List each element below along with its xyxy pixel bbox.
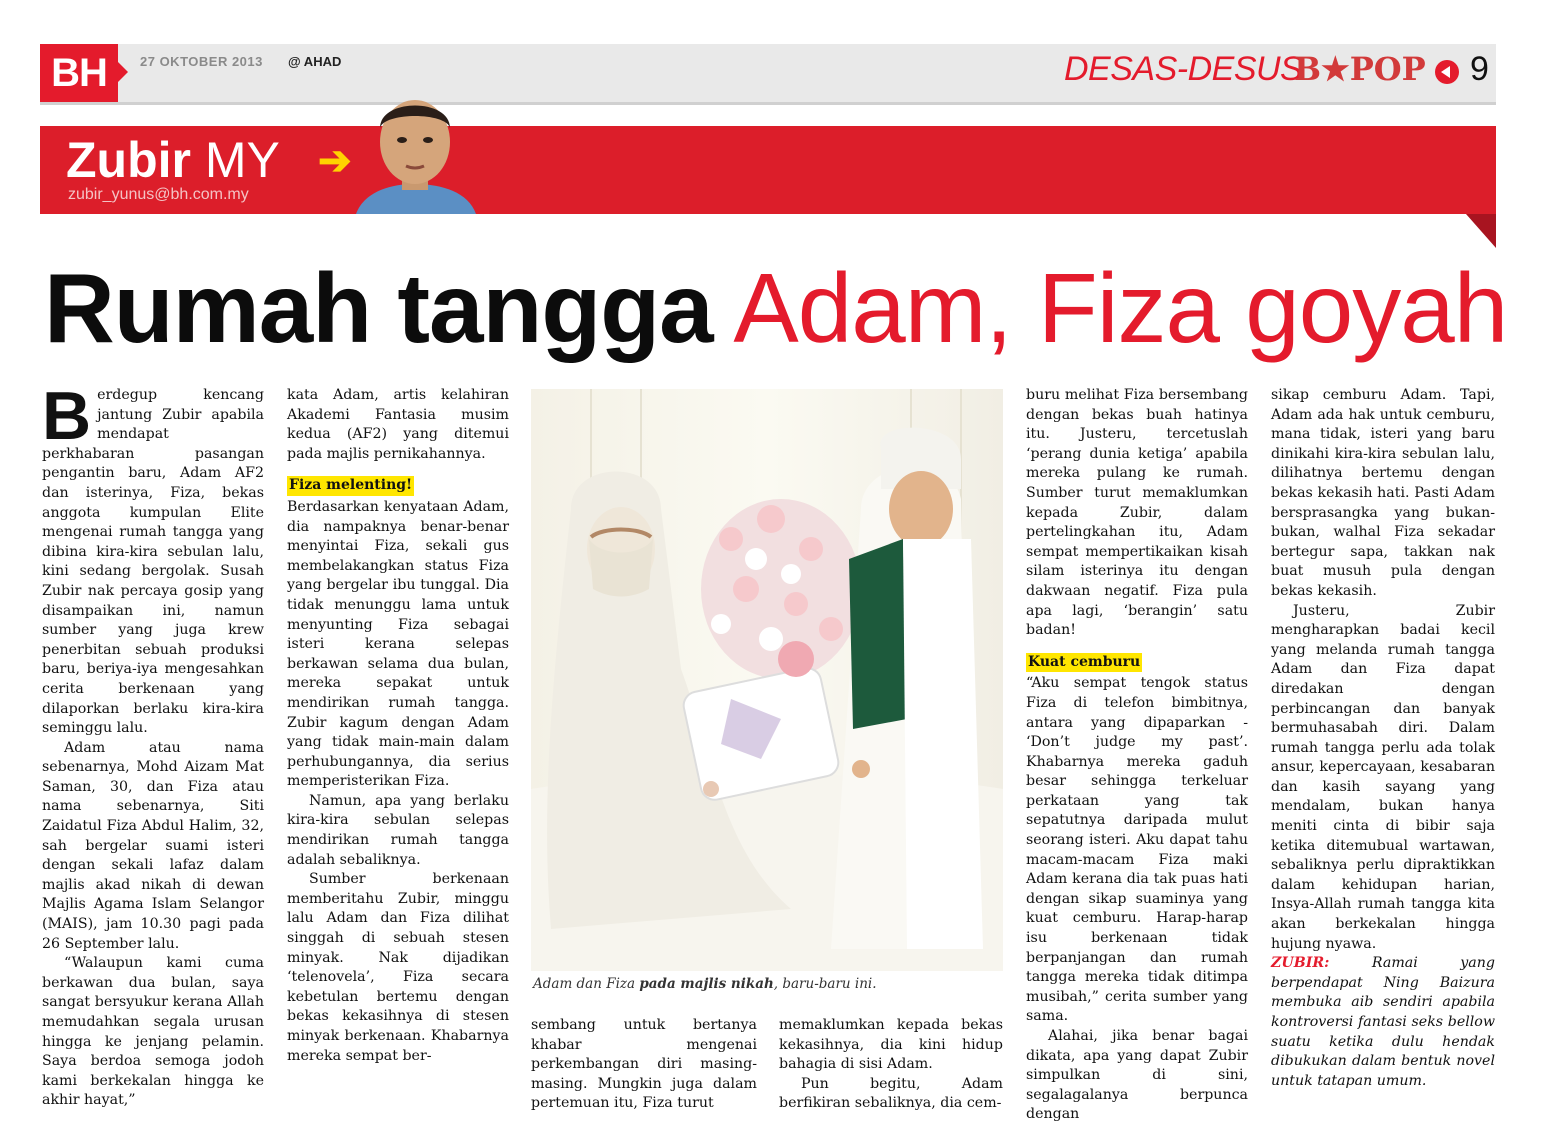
drop-cap: B xyxy=(42,378,92,454)
section-brand: B★POP xyxy=(1294,50,1426,88)
caption-text-end: , baru-baru ini. xyxy=(773,976,877,992)
article-column-2 xyxy=(287,386,509,1066)
columnist-name-bold: Zubir xyxy=(66,132,191,188)
page-number: 9 xyxy=(1470,50,1489,88)
caption-text: Adam dan Fiza xyxy=(533,976,640,992)
columnist-portrait xyxy=(350,88,480,214)
paragraph: erdegup kencang jantung Zubir apabila mendapat perkhabaran pasangan pengantin baru, Adam AF2 dan isterinya, Fiza, bekas anggota kumpulan Elite mengenai rumah tangga yang dibina kira-kira sebulan lalu, kini sedang bergolak. Susah Zubir nak percaya gosip yang disampaikan ini, namun sumber yang juga krew penerbitan sebuah produksi baru, beriya-iya mengesahkan cerita berkenaan yang dilaporkan berlaku kira-kira seminggu lalu. xyxy=(42,387,264,737)
paragraph: Berdasarkan kenyataan Adam, dia nampaknya benar-benar menyintai Fiza, sekali gus membelakangkan status Fiza yang bergelar ibu tunggal. Dia tidak menunggu lama untuk menyunting Fiza sebagai isteri kerana selepas berkawan selama dua bulan, mereka sepakat untuk mendirikan rumah tangga. Zubir kagum dengan Adam yang tidak main-main dalam perhubungannya, dia serius memperisterikan Fiza. xyxy=(287,498,509,790)
issue-date: 27 OKTOBER 2013 xyxy=(140,54,263,69)
paragraph: Alahai, jika benar bagai dikata, apa yang dapat Zubir simpulkan di sini, segalagalanya berpunca dengan xyxy=(1026,1028,1248,1123)
columnist-note xyxy=(1271,954,1495,1091)
subheading: Fiza melenting! xyxy=(287,476,414,496)
paragraph: memaklumkan kepada bekas kekasihnya, dia kini hidup bahagia di sisi Adam. xyxy=(779,1017,1003,1073)
article-column-4 xyxy=(1026,386,1248,1125)
section-title: DESAS-DESUS xyxy=(1064,50,1303,88)
paragraph: Namun, apa yang berlaku kira-kira sebulan selepas mendirikan rumah tangga adalah sebaliknya. xyxy=(287,792,509,868)
photo-caption xyxy=(533,976,877,992)
paragraph: sembang untuk bertanya khabar mengenai perkembangan diri masing-masing. Mungkin juga dalam pertemuan itu, Fiza turut xyxy=(531,1017,757,1112)
columnist-name xyxy=(66,130,280,190)
wedding-photo xyxy=(531,389,1003,971)
paragraph: “Aku sempat tengok status Fiza di telefon bimbitnya, antara yang dipaparkan - ‘Don’t judge my past’. Khabarnya mereka gaduh besar sehingga terkeluar perkataan yang tak sepatutnya daripada mulut seorang isteri. Aku dapat tahu macam-macam Fiza maki Adam kerana dia tak puas hati dengan sikap suaminya yang kuat cemburu. Harap-harap isu berkenaan tidak berpanjangan dan rumah tangga mereka tidak ditimpa musibah,” cerita sumber yang sama. xyxy=(1026,675,1248,1025)
paragraph: kata Adam, artis kelahiran Akademi Fantasia musim kedua (AF2) yang ditemui pada majlis pernikahannya. xyxy=(287,387,509,462)
paragraph: Pun begitu, Adam berfikiran sebaliknya, dia cem- xyxy=(779,1075,1003,1112)
headline-black: Rumah tangga xyxy=(44,253,713,363)
paragraph: Sumber berkenaan memberitahu Zubir, minggu lalu Adam dan Fiza dilihat singgah di sebuah stesen minyak. Nak dijadikan ‘telenovela’, Fiza secara kebetulan bertemu dengan bekas kekasihnya di stesen minyak berkenaan. Khabarnya mereka sempat ber- xyxy=(287,871,509,1064)
article-column-3b xyxy=(779,1016,1003,1114)
paragraph: sikap cemburu Adam. Tapi, Adam ada hak untuk cemburu, mana tidak, isteri yang baru dinikahi kira-kira sebulan lalu, dilihatnya bertemu dengan bekas kekasih hati. Pasti Adam bersprasangka yang bukan-bukan, walhal Fiza sekadar bertegur sapa, takkan nak buat musuh pula dengan bekas kekasih. xyxy=(1271,387,1495,599)
arrow-right-icon: ➔ xyxy=(318,139,352,183)
issue-day: @ AHAD xyxy=(288,54,342,69)
back-arrow-icon xyxy=(1435,60,1459,84)
headline xyxy=(44,252,1507,364)
subheading: Kuat cemburu xyxy=(1026,653,1142,673)
paragraph: Justeru, Zubir mengharapkan badai kecil yang melanda rumah tangga Adam dan Fiza dapat diredakan dengan perbincangan dan banyak bermuhasabah diri. Dalam rumah tangga perlu ada tolak ansur, kepercayaan, kesabaran dan kasih sayang yang mendalam, bukan hanya meniti cinta di bibir saja ketika ditemubual wartawan, sebaliknya perlu dipraktikkan dalam kehidupan harian, Insya-Allah rumah tangga kita akan berkekalan hingga hujung nyawa. xyxy=(1271,602,1495,952)
note-text: Ramai yang berpendapat Ning Baizura membuka aib sendiri apabila kontroversi fantasi seks bellow suatu ketika dulu hendak dibukukan dalam bentuk novel untuk tatapan umum. xyxy=(1271,955,1495,1089)
article-column-1 xyxy=(42,378,264,1111)
note-label: ZUBIR: xyxy=(1271,955,1330,972)
columnist-email: zubir_yunus@bh.com.my xyxy=(68,186,249,203)
paragraph: buru melihat Fiza bersembang dengan bekas buah hatinya itu. Justeru, tercetuslah ‘perang dunia ketiga’ apabila mereka pulang ke rumah. Sumber turut memaklumkan kepada Zubir, dalam pertelingkahan itu, Adam sempat mempertikaikan kisah silam isterinya itu dengan dakwaan negatif. Fiza pula apa lagi, ‘berangin’ satu badan! xyxy=(1026,387,1248,639)
paragraph: Adam atau nama sebenarnya, Mohd Aizam Mat Saman, 30, dan Fiza atau nama sebenarnya, Siti Zaidatul Fiza Abdul Halim, 32, sah bergelar suami isteri dengan sekali lafaz dalam majlis akad nikah di dewan Majlis Agama Islam Selangor (MAIS), jam 10.30 pagi pada 26 September lalu. xyxy=(42,739,264,952)
article-column-3a xyxy=(531,1016,757,1114)
headline-red: Adam, Fiza goyah xyxy=(733,253,1508,363)
caption-bold: pada majlis nikah xyxy=(639,976,774,992)
band-fold xyxy=(1466,214,1496,248)
paragraph: “Walaupun kami cuma berkawan dua bulan, saya sangat bersyukur kerana Allah memudahkan segala urusan hingga ke jenjang pelamin. Saya berdoa semoga jodoh kami berkekalan hingga ke akhir hayat,” xyxy=(42,955,264,1109)
article-column-5 xyxy=(1271,386,1495,1091)
bh-logo: BH xyxy=(40,44,118,102)
logo-pointer-icon xyxy=(116,60,128,84)
columnist-name-light: MY xyxy=(190,132,280,188)
